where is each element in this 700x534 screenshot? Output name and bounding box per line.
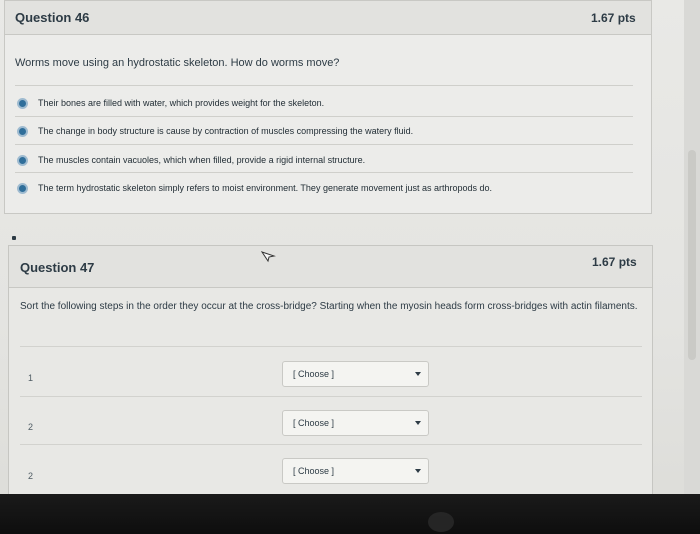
question-47-panel	[8, 245, 653, 534]
question-header	[5, 1, 651, 35]
bullet-marker	[12, 236, 16, 240]
answer-option-4[interactable]	[17, 179, 492, 197]
monitor-bezel	[0, 494, 700, 534]
divider	[20, 444, 642, 445]
dropdown-arrow-icon	[415, 372, 421, 376]
answer-option-1[interactable]	[17, 94, 324, 112]
answer-option-3[interactable]	[17, 151, 365, 169]
radio-icon[interactable]	[17, 183, 28, 194]
radio-icon[interactable]	[17, 98, 28, 109]
radio-icon[interactable]	[17, 155, 28, 166]
question-title: Question 46	[15, 10, 90, 25]
logo-icon	[428, 512, 454, 532]
select-value: [ Choose ]	[293, 466, 335, 476]
dropdown-arrow-icon	[415, 469, 421, 473]
answer-label: Their bones are filled with water, which provides weight for the skeleton.	[38, 98, 325, 108]
step-number: 1	[28, 373, 34, 383]
question-points: 1.67 pts	[591, 11, 636, 25]
divider	[20, 396, 642, 397]
radio-icon[interactable]	[17, 126, 28, 137]
question-text: Worms move using an hydrostatic skeleton. How do worms move?	[15, 57, 340, 69]
answer-option-2[interactable]	[17, 122, 413, 140]
divider	[20, 346, 642, 347]
select-value: [ Choose ]	[293, 369, 335, 379]
step-number: 2	[28, 422, 34, 432]
divider	[15, 85, 633, 86]
step-number: 2	[28, 471, 34, 481]
answer-label: The change in body structure is cause by contraction of muscles compressing the watery fluid.	[38, 126, 414, 136]
question-title: Question 47	[20, 260, 95, 275]
answer-label: The term hydrostatic skeleton simply refers to moist environment. They generate movement just as arthropods do.	[38, 183, 493, 193]
scroll-thumb[interactable]	[688, 150, 696, 360]
question-text: Sort the following steps in the order they occur at the cross-bridge? Starting when the myosin heads form cross-bridges with actin filaments.	[20, 301, 638, 312]
divider	[15, 144, 633, 145]
divider	[15, 172, 633, 173]
step-2-select[interactable]	[282, 410, 429, 436]
mouse-cursor-icon	[261, 251, 277, 263]
step-1-select[interactable]	[282, 361, 429, 387]
question-46-panel	[4, 0, 652, 214]
select-value: [ Choose ]	[293, 418, 335, 428]
question-header	[9, 246, 652, 288]
dropdown-arrow-icon	[415, 421, 421, 425]
step-3-select[interactable]	[282, 458, 429, 484]
scrollbar[interactable]	[684, 0, 700, 534]
question-points: 1.67 pts	[592, 255, 637, 269]
answer-label: The muscles contain vacuoles, which when filled, provide a rigid internal structure.	[38, 155, 366, 165]
divider	[15, 116, 633, 117]
